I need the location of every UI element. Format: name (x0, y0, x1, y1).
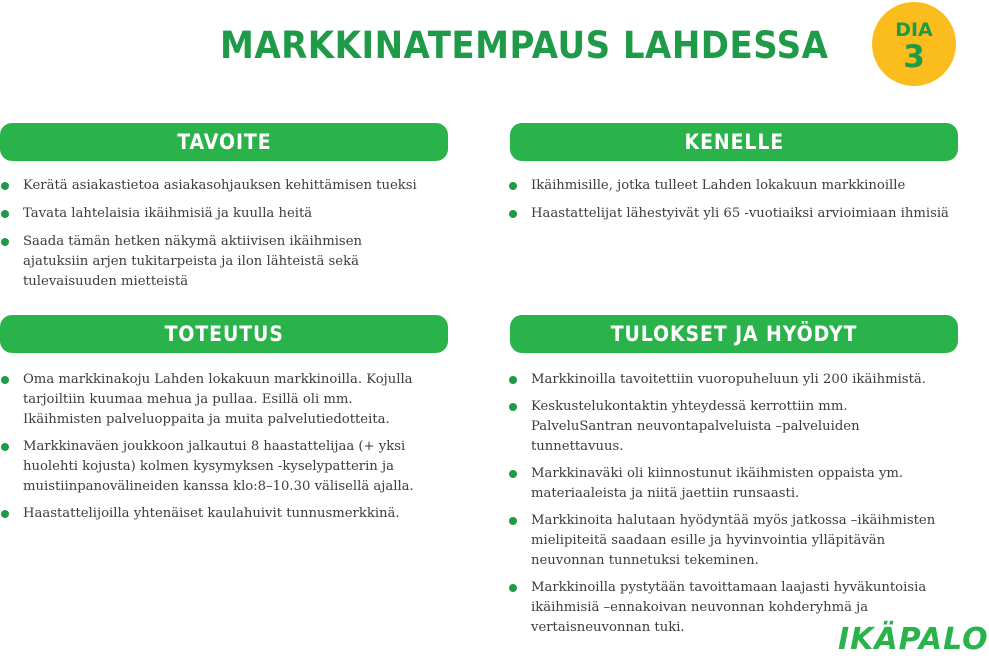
section-header-kenelle (510, 123, 958, 161)
list-item: Oma markkinakoju Lahden lokakuun markkinoilla. Kojulla tarjoiltiin kuumaa mehua ja pullaa. Esillä oli mm. Ikäihmisten palveluoppaita ja muita palvelutiedotteita. (0, 370, 430, 430)
list-item: Tavata lahtelaisia ikäihmisiä ja kuulla heitä (0, 204, 448, 224)
list-item: Markkinoita halutaan hyödyntää myös jatkossa –ikäihmisten mielipiteitä saadaan esille ja hyvinvointia ylläpitävän neuvonnan tunnetuksi tekeminen. (508, 511, 938, 571)
section-header-toteutus (0, 315, 448, 353)
section-heading-kenelle: KENELLE (684, 130, 784, 154)
slide-label: DIA (895, 19, 933, 41)
list-toteutus (0, 370, 430, 524)
section-heading-toteutus: TOTEUTUS (164, 322, 284, 346)
section-heading-tulokset: TULOKSET JA HYÖDYT (610, 322, 858, 346)
list-item: Haastattelijoilla yhtenäiset kaulahuivit tunnusmerkkinä. (0, 504, 430, 524)
list-item: Kerätä asiakastietoa asiakasohjauksen kehittämisen tueksi (0, 176, 448, 196)
list-tulokset (508, 370, 938, 638)
list-item: Saada tämän hetken näkymä aktiivisen ikäihmisen ajatuksiin arjen tukitarpeista ja ilon lähteistä sekä tulevaisuuden mietteistä (0, 232, 363, 292)
list-tavoite (0, 176, 448, 292)
page-title: MARKKINATEMPAUS LAHDESSA (220, 24, 829, 67)
list-item: Markkinoilla tavoitettiin vuoropuheluun yli 200 ikäihmistä. (508, 370, 938, 390)
list-item: Haastattelijat lähestyivät yli 65 -vuotiaiksi arvioimiaan ihmisiä (508, 204, 958, 224)
ikapalo-logo: IKÄPALO (838, 622, 989, 657)
slide-number: 3 (903, 39, 925, 75)
list-item: Markkinaväen joukkoon jalkautui 8 haastattelijaa (+ yksi huolehti kojusta) kolmen kysymyksen -kyselypatterin ja muistiinpanovälineiden kanssa klo:8–10.30 välisellä ajalla. (0, 437, 430, 497)
list-item: Ikäihmisille, jotka tulleet Lahden lokakuun markkinoille (508, 176, 958, 196)
section-header-tulokset (510, 315, 958, 353)
slide-number-badge (872, 2, 956, 86)
list-item: Keskustelukontaktin yhteydessä kerrottiin mm. PalveluSantran neuvontapalveluista –palveluiden tunnettavuus. (508, 397, 938, 457)
list-kenelle (508, 176, 958, 224)
list-item: Markkinaväki oli kiinnostunut ikäihmisten oppaista ym. materiaaleista ja niitä jaettiin runsaasti. (508, 464, 938, 504)
list-item: Markkinoilla pystytään tavoittamaan laajasti hyväkuntoisia ikäihmisiä –ennakoivan neuvonnan kohderyhmä ja vertaisneuvonnan tuki. (508, 578, 938, 638)
section-heading-tavoite: TAVOITE (176, 130, 272, 154)
section-header-tavoite (0, 123, 448, 161)
